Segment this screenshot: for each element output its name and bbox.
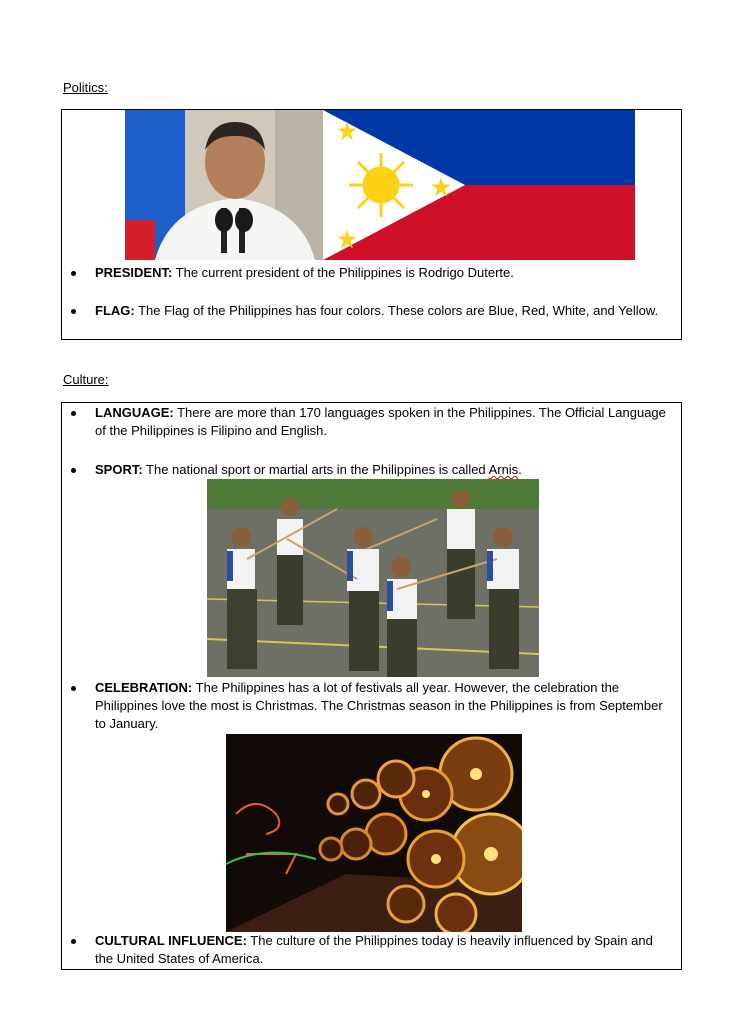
celebration-bullet [71, 679, 671, 733]
bullet-dot [71, 686, 76, 691]
arnis-photo [207, 479, 539, 677]
president-label: PRESIDENT: [95, 265, 173, 280]
bullet-dot [71, 271, 76, 276]
philippine-flag [323, 110, 635, 260]
flag-label: FLAG: [95, 303, 135, 318]
celebration-text: The Philippines has a lot of festivals all year. However, the celebration the Philippines love the most is Christmas. The Christmas season in the Philippines is from September to January. [95, 680, 663, 731]
president-text: The current president of the Philippines is Rodrigo Duterte. [172, 265, 514, 280]
bullet-dot [71, 468, 76, 473]
bullet-dot [71, 309, 76, 314]
influence-bullet [71, 932, 671, 968]
politics-heading: Politics: [63, 80, 108, 95]
flag-text: The Flag of the Philippines has four colors. These colors are Blue, Red, White, and Yellow. [134, 303, 659, 318]
sport-word-misspelled: Arnis [488, 462, 519, 477]
politics-box [61, 109, 682, 340]
bullet-dot [71, 939, 76, 944]
sport-label: SPORT: [95, 462, 143, 477]
celebration-label: CELEBRATION: [95, 680, 193, 695]
influence-label: CULTURAL INFLUENCE: [95, 933, 247, 948]
sport-bullet [71, 461, 671, 479]
language-bullet [71, 404, 671, 440]
sport-end: . [518, 462, 522, 477]
christmas-lanterns-photo [226, 734, 522, 932]
culture-box [61, 402, 682, 970]
language-text: There are more than 170 languages spoken in the Philippines. The Official Language of the Philippines is Filipino and English. [95, 405, 666, 438]
culture-heading: Culture: [63, 372, 109, 387]
influence-text: The culture of the Philippines today is heavily influenced by Spain and the United States of America. [95, 933, 653, 966]
sport-text: The national sport or martial arts in the Philippines is called [142, 462, 489, 477]
president-photo [125, 110, 323, 260]
language-label: LANGUAGE: [95, 405, 174, 420]
bullet-dot [71, 411, 76, 416]
president-bullet [71, 264, 671, 282]
flag-bullet [71, 302, 671, 320]
